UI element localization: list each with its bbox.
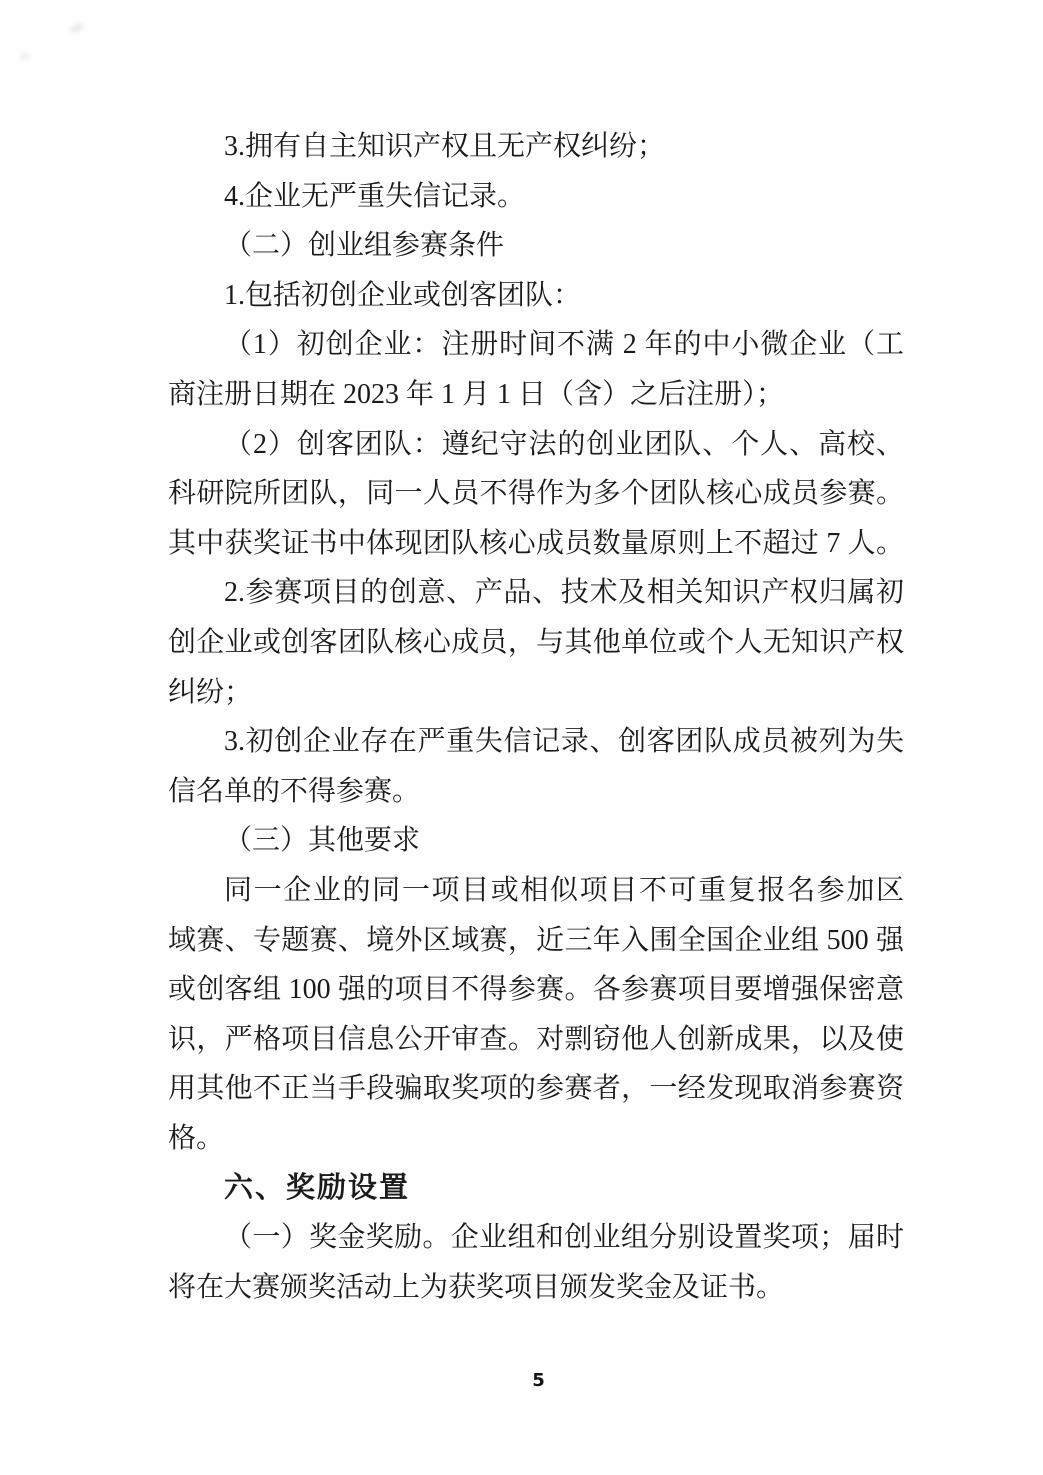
text-line: 1.包括初创企业或创客团队： — [224, 279, 582, 311]
subsection-heading-other-requirements: （三）其他要求 — [224, 825, 421, 857]
text-line: 格。 — [168, 1122, 225, 1154]
text-line: （1）初创企业：注册时间不满 2 年的中小微企业（工 — [224, 329, 904, 361]
page-number: 5 — [532, 1370, 545, 1391]
text-line: 科研院所团队，同一人员不得作为多个团队核心成员参赛。 — [168, 478, 904, 510]
text-line: 识，严格项目信息公开审查。对剽窃他人创新成果，以及使 — [168, 1023, 904, 1055]
text-line: 商注册日期在 2023 年 1 月 1 日（含）之后注册）； — [168, 378, 785, 410]
text-line: 用其他不正当手段骗取奖项的参赛者，一经发现取消参赛资 — [168, 1073, 904, 1105]
text-line: （一）奖金奖励。企业组和创业组分别设置奖项；届时 — [224, 1222, 904, 1254]
subsection-heading-startup-group: （二）创业组参赛条件 — [224, 230, 505, 262]
text-line: 信名单的不得参赛。 — [168, 775, 421, 807]
text-line: 2.参赛项目的创意、产品、技术及相关知识产权归属初 — [224, 577, 904, 609]
text-line: 或创客组 100 强的项目不得参赛。各参赛项目要增强保密意 — [168, 974, 904, 1006]
text-line: 3.初创企业存在严重失信记录、创客团队成员被列为失 — [224, 726, 904, 758]
scan-artifact — [20, 53, 30, 60]
text-line: 将在大赛颁奖活动上为获奖项目颁发奖金及证书。 — [168, 1271, 785, 1303]
text-line: 域赛、专题赛、境外区域赛，近三年入围全国企业组 500 强 — [168, 924, 904, 956]
document-body — [168, 122, 904, 1312]
text-line: 纠纷； — [168, 676, 253, 708]
text-line: （2）创客团队：遵纪守法的创业团队、个人、高校、 — [224, 428, 904, 460]
scan-artifact — [69, 21, 85, 34]
text-line: 同一企业的同一项目或相似项目不可重复报名参加区 — [224, 874, 904, 906]
text-line: 其中获奖证书中体现团队核心成员数量原则上不超过 7 人。 — [168, 527, 904, 559]
text-line: 创企业或创客团队核心成员，与其他单位或个人无知识产权 — [168, 626, 904, 658]
text-line: 3.拥有自主知识产权且无产权纠纷； — [224, 131, 666, 162]
text-line: 4.企业无严重失信记录。 — [224, 180, 526, 212]
section-heading-awards: 六、奖励设置 — [224, 1170, 411, 1205]
